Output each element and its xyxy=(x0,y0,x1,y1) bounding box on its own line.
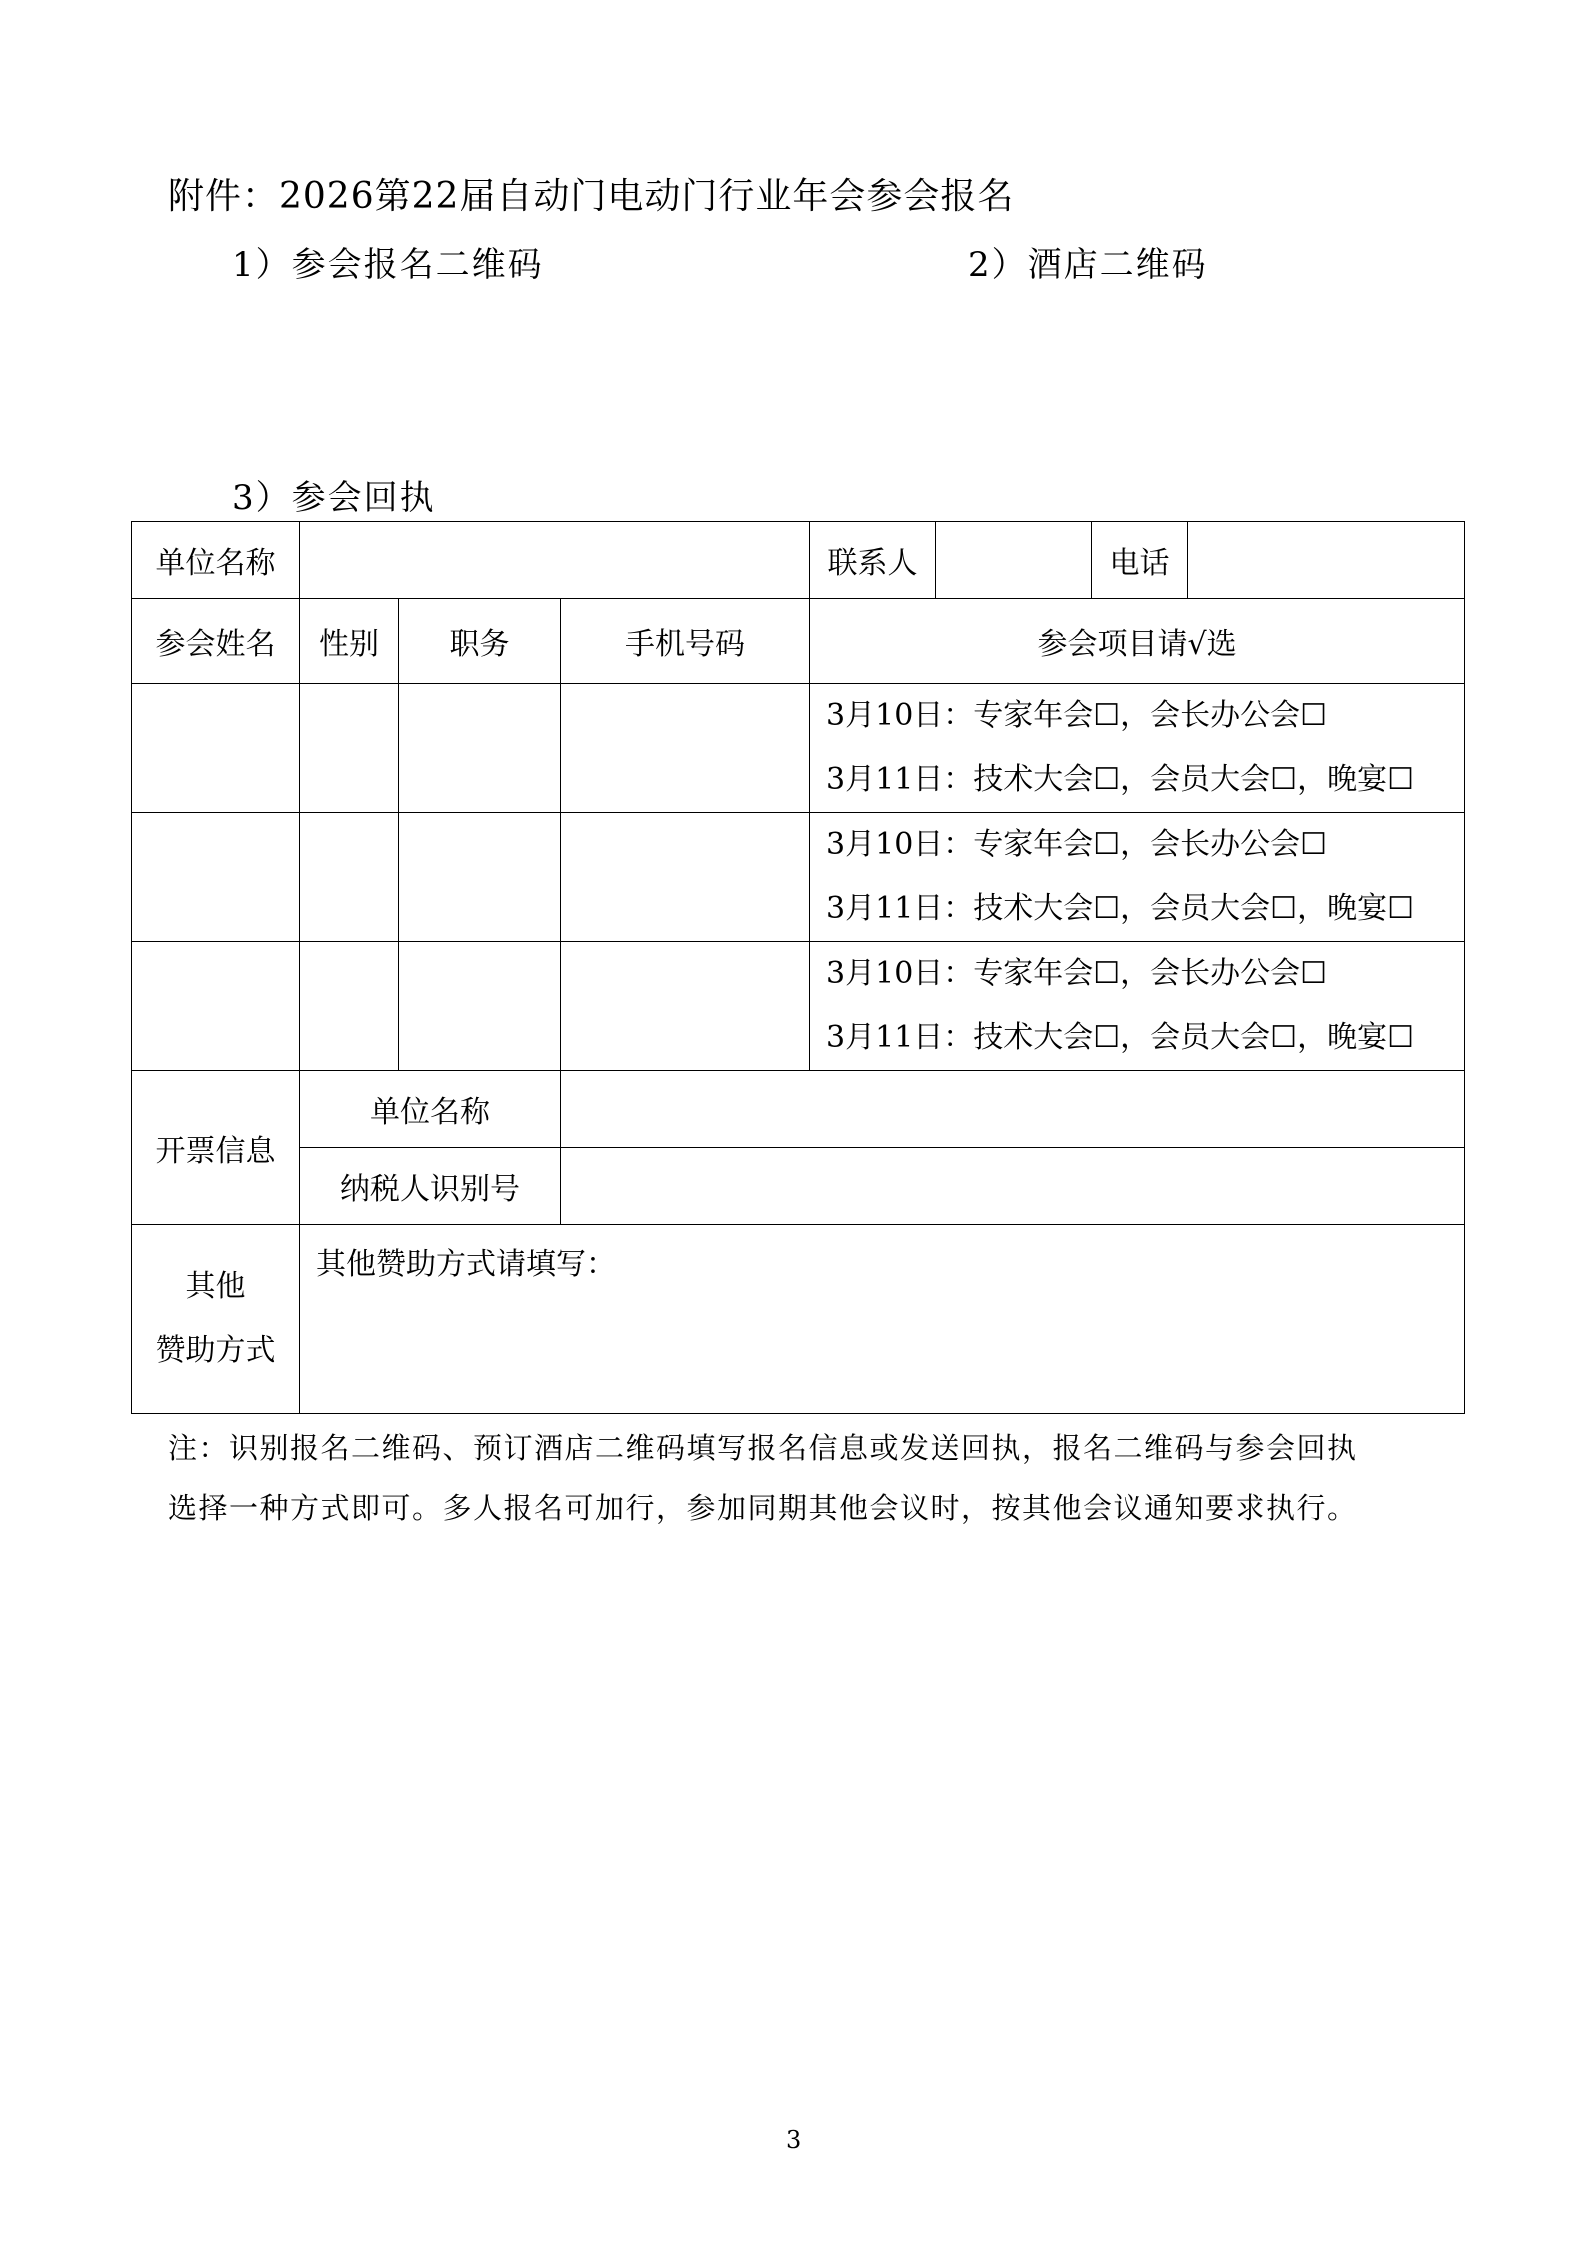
attendee-mobile-input[interactable] xyxy=(561,684,810,813)
invoice-unit-name-label: 单位名称 xyxy=(300,1071,561,1148)
attendee-projects[interactable] xyxy=(810,942,1465,1071)
attendee-gender-input[interactable] xyxy=(300,942,399,1071)
unit-row xyxy=(132,522,1465,599)
footnote xyxy=(168,1418,1358,1538)
tax-id-row xyxy=(132,1148,1465,1225)
invoice-row xyxy=(132,1071,1465,1148)
page-title: 附件：2026第22届自动门电动门行业年会参会报名 xyxy=(168,176,1015,217)
sponsor-prompt: 其他赞助方式请填写： xyxy=(316,1247,616,1282)
contact-input[interactable] xyxy=(936,522,1092,599)
phone-input[interactable] xyxy=(1188,522,1465,599)
sponsor-label-line1: 其他 xyxy=(185,1269,246,1304)
attendee-gender-input[interactable] xyxy=(300,684,399,813)
attendee-row xyxy=(132,813,1465,942)
attendee-row xyxy=(132,684,1465,813)
unit-name-input[interactable] xyxy=(300,522,810,599)
header-row xyxy=(132,599,1465,684)
day1-options: 3月10日：专家年会☐，会长办公会☐ xyxy=(826,956,1328,991)
attendee-gender-input[interactable] xyxy=(300,813,399,942)
day1-options: 3月10日：专家年会☐，会长办公会☐ xyxy=(826,827,1328,862)
attendee-position-input[interactable] xyxy=(399,942,561,1071)
attendee-mobile-input[interactable] xyxy=(561,942,810,1071)
footnote-line2: 选择一种方式即可。多人报名可加行，参加同期其他会议时，按其他会议通知要求执行。 xyxy=(168,1491,1358,1525)
day2-options: 3月11日：技术大会☐，会员大会☐，晚宴☐ xyxy=(826,762,1414,797)
sponsor-label xyxy=(132,1225,300,1414)
header-position: 职务 xyxy=(399,599,561,684)
phone-label: 电话 xyxy=(1092,522,1188,599)
attendee-position-input[interactable] xyxy=(399,813,561,942)
header-name: 参会姓名 xyxy=(132,599,300,684)
attendee-name-input[interactable] xyxy=(132,813,300,942)
day1-options: 3月10日：专家年会☐，会长办公会☐ xyxy=(826,698,1328,733)
header-mobile: 手机号码 xyxy=(561,599,810,684)
registration-form-table xyxy=(131,521,1465,1414)
day2-options: 3月11日：技术大会☐，会员大会☐，晚宴☐ xyxy=(826,1020,1414,1055)
invoice-label: 开票信息 xyxy=(132,1071,300,1225)
attendee-projects[interactable] xyxy=(810,813,1465,942)
footnote-line1: 注：识别报名二维码、预订酒店二维码填写报名信息或发送回执，报名二维码与参会回执 xyxy=(168,1431,1358,1465)
day2-options: 3月11日：技术大会☐，会员大会☐，晚宴☐ xyxy=(826,891,1414,926)
header-projects: 参会项目请√选 xyxy=(810,599,1465,684)
header-gender: 性别 xyxy=(300,599,399,684)
registration-qr-heading: 1）参会报名二维码 xyxy=(232,245,544,285)
tax-id-label: 纳税人识别号 xyxy=(300,1148,561,1225)
page-number: 3 xyxy=(786,2126,802,2154)
attendee-name-input[interactable] xyxy=(132,942,300,1071)
attendee-projects[interactable] xyxy=(810,684,1465,813)
hotel-qr-heading: 2）酒店二维码 xyxy=(968,245,1208,285)
tax-id-input[interactable] xyxy=(561,1148,1465,1225)
attendee-name-input[interactable] xyxy=(132,684,300,813)
attendee-row xyxy=(132,942,1465,1071)
sponsor-label-line2: 赞助方式 xyxy=(155,1333,276,1368)
attendee-mobile-input[interactable] xyxy=(561,813,810,942)
attendee-position-input[interactable] xyxy=(399,684,561,813)
invoice-unit-name-input[interactable] xyxy=(561,1071,1465,1148)
sponsor-row xyxy=(132,1225,1465,1414)
sponsor-input[interactable] xyxy=(300,1225,1465,1414)
contact-label: 联系人 xyxy=(810,522,936,599)
unit-name-label: 单位名称 xyxy=(132,522,300,599)
receipt-heading: 3）参会回执 xyxy=(232,478,436,518)
